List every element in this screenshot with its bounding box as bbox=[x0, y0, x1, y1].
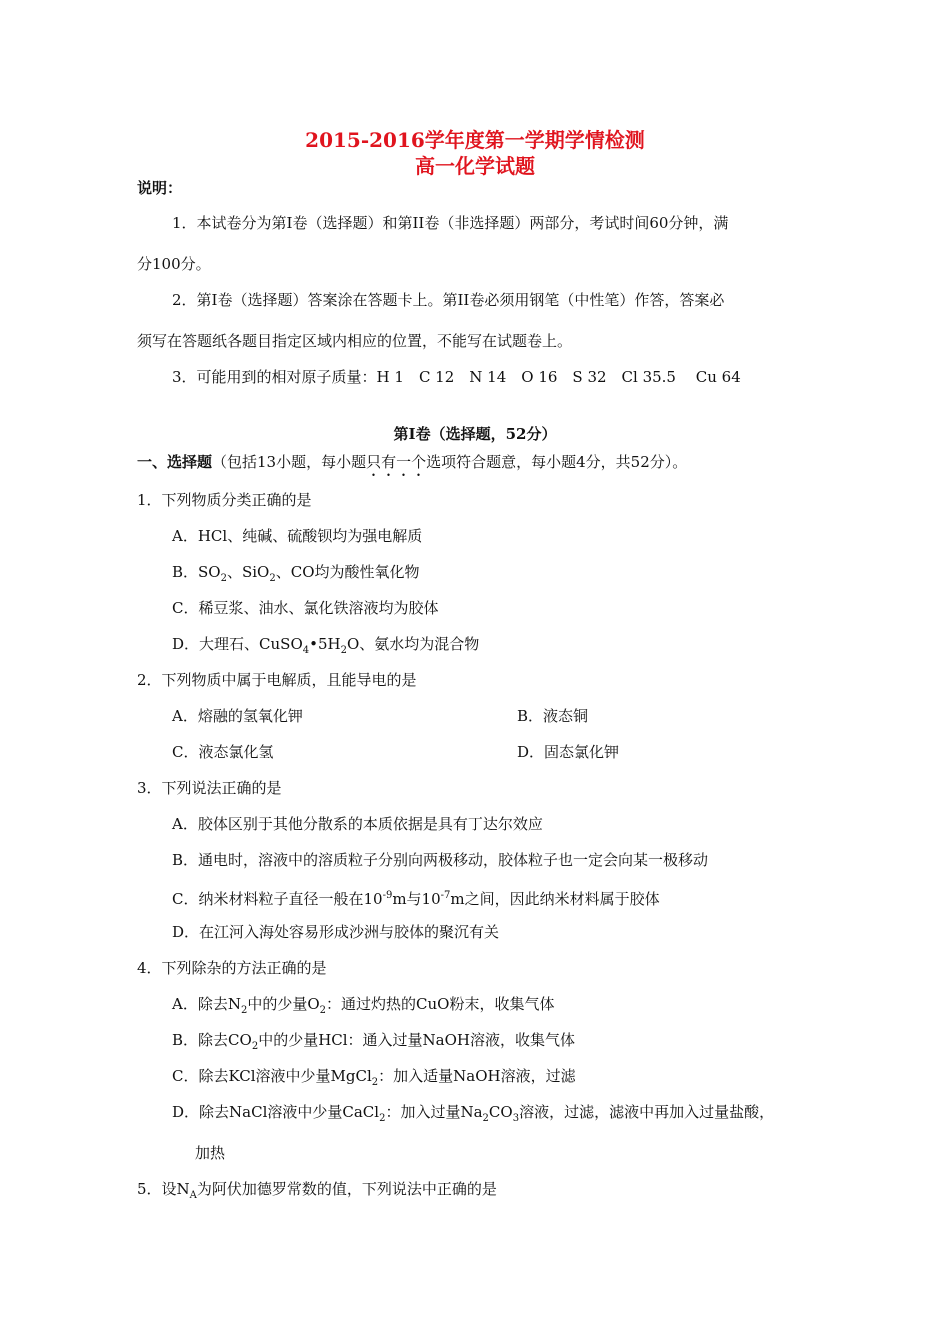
question-3-option-c: C．纳米材料粒子直径一般在$10^{-9}m$与$10^{-7}m$之间，因此纳米材料属于胶体 bbox=[172, 890, 660, 908]
question-3-option-b: B．通电时，溶液中的溶质粒子分别向两极移动，胶体粒子也一定会向某一极移动 bbox=[172, 851, 709, 869]
instructions-label: 说明： bbox=[137, 179, 183, 197]
question-4-option-b: B．除去$CO_2$中的少量HCl：通入过量NaOH溶液，收集气体 bbox=[172, 1031, 575, 1052]
question-4-option-d: D．除去NaCl溶液中少量CaCl$_2$：加入过量$Na_2CO_3$溶液，过滤，滤液中再加入过量盐酸， bbox=[172, 1103, 775, 1124]
exam-subtitle: 高一化学试题 bbox=[415, 154, 535, 178]
question-3-stem: 3．下列说法正确的是 bbox=[137, 779, 282, 797]
exam-title: 2015-2016学年度第一学期学情检测 bbox=[305, 128, 645, 152]
question-1-option-a: A．HCl、纯碱、硫酸钡均为强电解质 bbox=[172, 527, 423, 545]
instruction-2: 2．第Ⅰ卷（选择题）答案涂在答题卡上。第II卷必须用钢笔（中性笔）作答，答案必 bbox=[172, 291, 725, 309]
instruction-2-cont: 须写在答题纸各题目指定区域内相应的位置，不能写在试题卷上。 bbox=[137, 332, 573, 350]
instruction-1-cont: 分100分。 bbox=[137, 255, 211, 273]
question-4-option-c: C．除去KCl溶液中少量MgCl$_2$：加入适量NaOH溶液，过滤 bbox=[172, 1067, 576, 1088]
question-2-option-c: C．液态氯化氢 bbox=[172, 743, 274, 761]
part-desc-pre: （包括13小题，每小题 bbox=[212, 453, 367, 471]
question-3-option-a: A．胶体区别于其他分散系的本质依据是具有丁达尔效应 bbox=[172, 815, 543, 833]
question-4-option-d-cont: 加热 bbox=[195, 1144, 226, 1162]
part-desc-post: 选项符合题意，每小题4分，共52分）。 bbox=[426, 453, 688, 471]
instruction-3: 3．可能用到的相对原子质量：H 1 C 12 N 14 O 16 S 32 Cl 35.5 Cu 64 bbox=[172, 368, 741, 386]
question-2-stem: 2．下列物质中属于电解质，且能导电的是 bbox=[137, 671, 417, 689]
question-4-option-a: A．除去$N_2$中的少量$O_2$：通过灼热的CuO粉末，收集气体 bbox=[172, 995, 555, 1016]
question-4-stem: 4．下列除杂的方法正确的是 bbox=[137, 959, 327, 977]
question-1-option-b: B．$SO_2$、SiO$_2$、CO均为酸性氧化物 bbox=[172, 563, 420, 584]
section-heading: 第Ⅰ卷（选择题，52分） bbox=[393, 425, 557, 443]
question-1-option-d: D．大理石、$CuSO_4•5H_2O$、氨水均为混合物 bbox=[172, 635, 480, 656]
question-1-option-c: C．稀豆浆、油水、氯化铁溶液均为胶体 bbox=[172, 599, 439, 617]
question-2-option-b: B．液态铜 bbox=[517, 707, 589, 725]
part-desc-emphasis: 只有一个 bbox=[366, 453, 427, 471]
instruction-1: 1．本试卷分为第Ⅰ卷（选择题）和第II卷（非选择题）两部分，考试时间60分钟，满 bbox=[172, 214, 729, 232]
part-heading bbox=[137, 452, 687, 480]
question-2-option-a: A．熔融的氢氧化钾 bbox=[172, 707, 303, 725]
question-5-stem: 5．设$N_A$为阿伏加德罗常数的值，下列说法中正确的是 bbox=[137, 1180, 497, 1201]
question-2-option-d: D．固态氯化钾 bbox=[517, 743, 620, 761]
question-3-option-d: D．在江河入海处容易形成沙洲与胶体的聚沉有关 bbox=[172, 923, 500, 941]
part-label: 一、选择题 bbox=[137, 453, 213, 471]
question-1-stem: 1．下列物质分类正确的是 bbox=[137, 491, 312, 509]
